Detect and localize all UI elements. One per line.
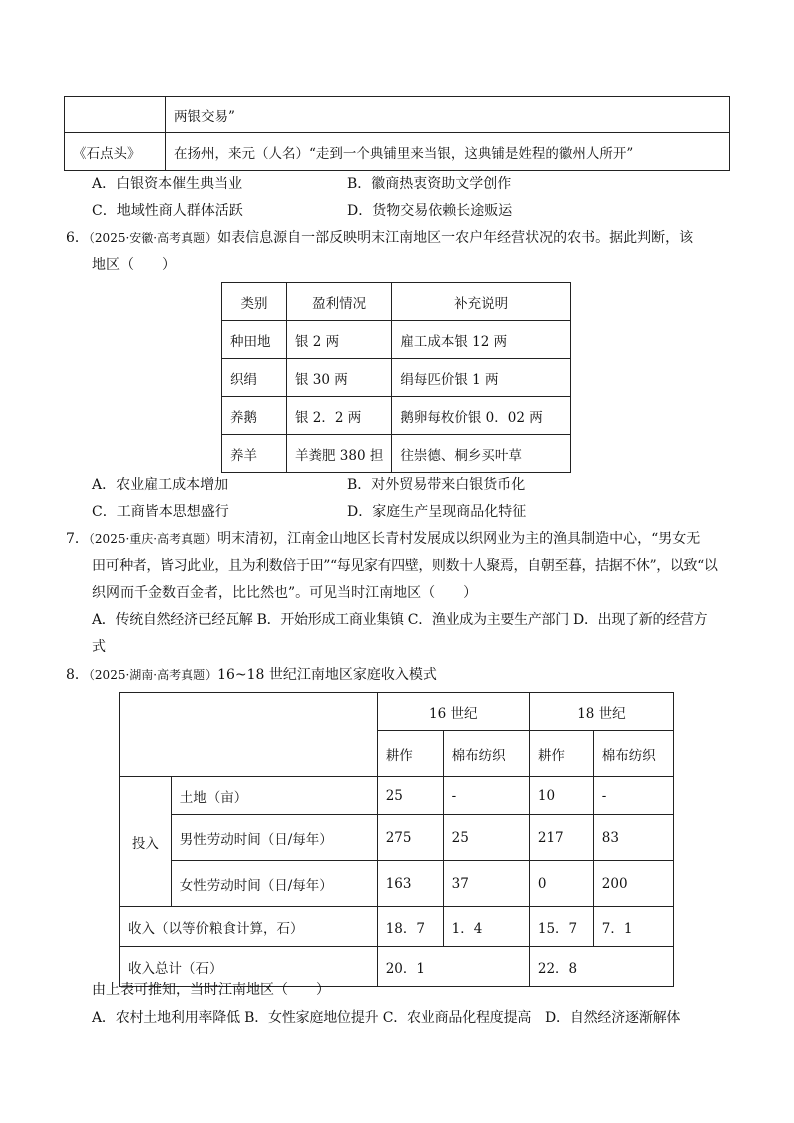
q8-stem <box>66 665 437 685</box>
table-row <box>120 815 674 861</box>
table-cell: 银 30 两 <box>287 359 392 397</box>
q7-stem <box>66 529 700 549</box>
q6-table <box>221 282 571 473</box>
table-header: 类别 <box>222 283 287 321</box>
table-cell: 20．1 <box>377 947 529 987</box>
question-source: （2025·安徽·高考真题） <box>88 231 218 245</box>
table-cell: 200 <box>593 861 673 907</box>
table-row <box>222 321 571 359</box>
table-row <box>65 133 730 171</box>
q8-options[interactable]: A．农村土地利用率降低 B．女性家庭地位提升 C．农业商品化程度提高 D．自然经济逐渐解体 <box>92 1010 681 1026</box>
table-cell: 22．8 <box>529 947 673 987</box>
q5-option-d[interactable]: D．货物交易依赖长途贩运 <box>347 203 513 219</box>
table-cell: 女性劳动时间（日/每年） <box>171 861 377 907</box>
table-cell: 养羊 <box>222 435 287 473</box>
table-row <box>222 359 571 397</box>
table-cell: 雇工成本银 12 两 <box>392 321 571 359</box>
question-source: （2025·湖南·高考真题） <box>88 668 218 682</box>
table-header: 棉布纺织 <box>443 731 529 777</box>
table-cell: 往崇德、桐乡买叶草 <box>392 435 571 473</box>
question-number: 8． <box>66 667 89 683</box>
table-cell: 织绢 <box>222 359 287 397</box>
table-cell: 羊粪肥 380 担 <box>287 435 392 473</box>
table-cell: 37 <box>443 861 529 907</box>
q7-options[interactable]: A．传统自然经济已经瓦解 B．开始形成工商业集镇 C．渔业成为主要生产部门 D．出现了新的经营方 <box>92 612 708 628</box>
q7-stem-cont: 田可种者，皆习此业，且为利数倍于田”“每见家有四壁，则数十人聚焉，自朝至暮，拮据不休”，以致“以 <box>92 558 718 574</box>
table-row <box>120 907 674 947</box>
table-cell: 《石点头》 <box>65 133 166 171</box>
table-row-group-label: 投入 <box>120 777 172 907</box>
table-row <box>222 397 571 435</box>
table-cell: 1．4 <box>443 907 529 947</box>
table-cell: 83 <box>593 815 673 861</box>
table-cell: 163 <box>377 861 443 907</box>
table-header: 16 世纪 <box>377 693 529 731</box>
table-header: 棉布纺织 <box>593 731 673 777</box>
table-header: 18 世纪 <box>529 693 673 731</box>
q6-option-a[interactable]: A．农业雇工成本增加 <box>92 477 229 493</box>
table-cell: 217 <box>529 815 593 861</box>
table-cell: 18．7 <box>377 907 443 947</box>
table-row <box>222 435 571 473</box>
table-cell: 25 <box>377 777 443 815</box>
question-source: （2025·重庆·高考真题） <box>88 532 218 546</box>
question-text: 如表信息源自一部反映明末江南地区一农户年经营状况的农书。据此判断，该 <box>217 230 694 246</box>
table-header: 耕作 <box>377 731 443 777</box>
table-cell: 15．7 <box>529 907 593 947</box>
table-cell: 0 <box>529 861 593 907</box>
table-row <box>120 693 674 731</box>
table-cell: 收入总计（石） <box>120 947 378 987</box>
q6-option-d[interactable]: D．家庭生产呈现商品化特征 <box>347 504 527 520</box>
table-row <box>120 861 674 907</box>
table-cell: 两银交易” <box>166 97 730 133</box>
question-text: 明末清初，江南金山地区长青村发展成以织网业为主的渔具制造中心，“男女无 <box>217 531 701 547</box>
table-header: 盈利情况 <box>287 283 392 321</box>
table-corner <box>120 693 378 777</box>
table-cell: 275 <box>377 815 443 861</box>
q7-stem-cont: 织网而千金数百金者，比比然也”。可见当时江南地区（ ） <box>92 585 478 601</box>
table-cell: 土地（亩） <box>171 777 377 815</box>
q5-option-c[interactable]: C．地域性商人群体活跃 <box>92 203 243 219</box>
table-header: 耕作 <box>529 731 593 777</box>
table-cell: 绢每匹价银 1 两 <box>392 359 571 397</box>
q6-option-c[interactable]: C．工商皆本思想盛行 <box>92 504 229 520</box>
table-cell: - <box>443 777 529 815</box>
table-header: 补充说明 <box>392 283 571 321</box>
question-number: 6． <box>66 230 89 246</box>
q6-option-b[interactable]: B．对外贸易带来白银货币化 <box>347 477 526 493</box>
q7-options-cont: 式 <box>92 639 106 655</box>
table-cell: - <box>593 777 673 815</box>
q5-source-table <box>64 96 730 171</box>
table-cell: 银 2 两 <box>287 321 392 359</box>
q5-option-a[interactable]: A．白银资本催生典当业 <box>92 176 243 192</box>
q5-option-b[interactable]: B．徽商热衷资助文学创作 <box>347 176 512 192</box>
question-text: 16~18 世纪江南地区家庭收入模式 <box>217 667 437 683</box>
table-row <box>65 97 730 133</box>
table-cell: 男性劳动时间（日/每年） <box>171 815 377 861</box>
table-row <box>222 283 571 321</box>
table-cell: 养鹅 <box>222 397 287 435</box>
q6-stem <box>66 228 693 248</box>
table-cell: 鹅卵每枚价银 0．02 两 <box>392 397 571 435</box>
q8-question: 由上表可推知，当时江南地区（ ） <box>92 982 330 998</box>
table-cell: 银 2．2 两 <box>287 397 392 435</box>
question-number: 7． <box>66 531 89 547</box>
table-cell <box>65 97 166 133</box>
q6-stem-cont: 地区（ ） <box>92 257 176 273</box>
table-cell: 10 <box>529 777 593 815</box>
table-cell: 25 <box>443 815 529 861</box>
table-cell: 收入（以等价粮食计算，石） <box>120 907 378 947</box>
table-cell: 在扬州，来元（人名）“走到一个典铺里来当银，这典铺是姓程的徽州人所开” <box>166 133 730 171</box>
table-cell: 7．1 <box>593 907 673 947</box>
table-row <box>120 777 674 815</box>
q8-table <box>119 692 674 987</box>
table-cell: 种田地 <box>222 321 287 359</box>
